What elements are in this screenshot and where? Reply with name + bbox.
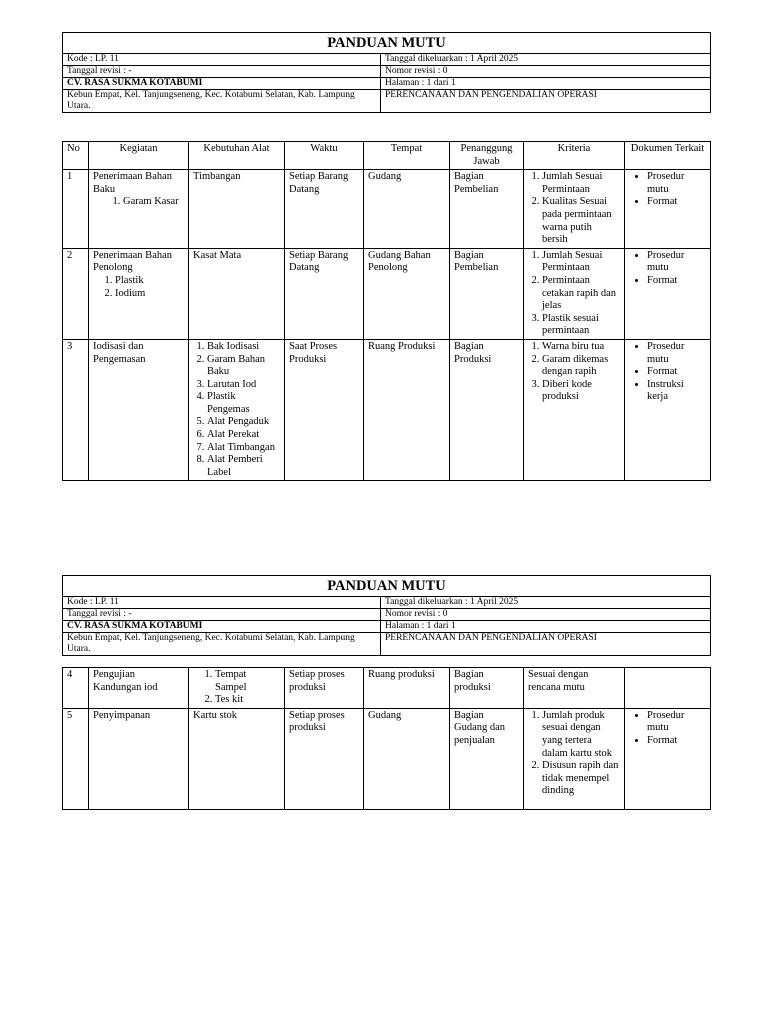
- document-title: PANDUAN MUTU: [63, 33, 711, 54]
- list-item: 1. Tempat Sampel: [215, 669, 280, 694]
- table-row: [63, 170, 711, 249]
- list-item: • Format: [647, 275, 706, 288]
- tanggal-dikeluarkan-field: Tanggal dikeluarkan : 1 April 2025: [381, 597, 711, 609]
- row-tempat: Gudang: [364, 708, 450, 809]
- kriteria-list: [528, 171, 620, 247]
- kriteria-list: [528, 250, 620, 338]
- list-item: • Format: [647, 735, 706, 748]
- row-kegiatan: Pengujian Kandungan iod: [89, 668, 189, 709]
- column-header-kriteria: Kriteria: [524, 142, 625, 170]
- list-item: 1. Plastik: [115, 275, 184, 288]
- list-item: 3. Plastik sesuai permintaan: [542, 313, 620, 338]
- row-penanggung-jawab: Bagian Pembelian: [450, 248, 524, 339]
- kode-field: Kode : LP. 11: [63, 597, 381, 609]
- list-item: 5. Alat Pengaduk: [207, 416, 280, 429]
- row-dokumen-terkait: [625, 339, 711, 481]
- tanggal-revisi-field: Tanggal revisi : -: [63, 66, 381, 78]
- dokumen-list: [629, 250, 706, 288]
- list-item: 7. Alat Timbangan: [207, 442, 280, 455]
- row-dokumen-terkait: [625, 668, 711, 709]
- alat-list: [193, 669, 280, 707]
- activity-table-page-1: [62, 141, 711, 481]
- list-item: 1. Jumlah Sesuai Permintaan: [542, 171, 620, 196]
- column-header-kebutuhan-alat: Kebutuhan Alat: [189, 142, 285, 170]
- row-tempat: Ruang produksi: [364, 668, 450, 709]
- kriteria-list: [528, 710, 620, 798]
- row-kebutuhan-alat: Timbangan: [189, 170, 285, 249]
- dokumen-list: [629, 171, 706, 209]
- kegiatan-text: Penerimaan Bahan Penolong: [93, 249, 173, 274]
- company-address: Kebun Empat, Kel. Tanjungseneng, Kec. Kotabumi Selatan, Kab. Lampung Utara.: [63, 633, 381, 656]
- row-kegiatan: [89, 170, 189, 249]
- row-kegiatan: [89, 248, 189, 339]
- row-waktu: Setiap proses produksi: [285, 708, 364, 809]
- column-header-no: No: [63, 142, 89, 170]
- activity-table-page-2: [62, 667, 711, 810]
- list-item: 4. Plastik Pengemas: [207, 391, 280, 416]
- column-header-dokumen-terkait: Dokumen Terkait: [625, 142, 711, 170]
- row-kebutuhan-alat: Kasat Mata: [189, 248, 285, 339]
- list-item: • Prosedur mutu: [647, 171, 706, 196]
- row-waktu: Setiap proses produksi: [285, 668, 364, 709]
- table-row: [63, 339, 711, 481]
- list-item: • Prosedur mutu: [647, 710, 706, 735]
- row-kriteria: Sesuai dengan rencana mutu: [524, 668, 625, 709]
- row-no: 4: [63, 668, 89, 709]
- document-header-page-2: [62, 575, 711, 656]
- row-kriteria: [524, 248, 625, 339]
- row-kriteria: [524, 170, 625, 249]
- table-row: [63, 248, 711, 339]
- list-item: • Instruksi kerja: [647, 379, 706, 404]
- column-header-kegiatan: Kegiatan: [89, 142, 189, 170]
- row-no: 3: [63, 339, 89, 481]
- kriteria-list: [528, 341, 620, 404]
- company-name: CV. RASA SUKMA KOTABUMI: [63, 621, 381, 633]
- halaman-field: Halaman : 1 dari 1: [381, 621, 711, 633]
- row-penanggung-jawab: Bagian Gudang dan penjualan: [450, 708, 524, 809]
- list-item: 1. Jumlah produk sesuai dengan yang tertera dalam kartu stok: [542, 710, 620, 760]
- row-no: 1: [63, 170, 89, 249]
- column-header-waktu: Waktu: [285, 142, 364, 170]
- list-item: 6. Alat Perekat: [207, 429, 280, 442]
- row-kebutuhan-alat: [189, 339, 285, 481]
- row-kebutuhan-alat: Kartu stok: [189, 708, 285, 809]
- row-tempat: Ruang Produksi: [364, 339, 450, 481]
- row-kriteria: [524, 708, 625, 809]
- row-dokumen-terkait: [625, 248, 711, 339]
- list-item: • Format: [647, 366, 706, 379]
- list-item: 2. Garam dikemas dengan rapih: [542, 354, 620, 379]
- row-waktu: Saat Proses Produksi: [285, 339, 364, 481]
- list-item: 2. Permintaan cetakan rapih dan jelas: [542, 275, 620, 313]
- table-row: [63, 668, 711, 709]
- list-item: • Prosedur mutu: [647, 250, 706, 275]
- tanggal-revisi-field: Tanggal revisi : -: [63, 609, 381, 621]
- row-kriteria: [524, 339, 625, 481]
- section-title: PERENCANAAN DAN PENGENDALIAN OPERASI: [381, 90, 711, 113]
- table-header-row: [63, 142, 711, 170]
- column-header-tempat: Tempat: [364, 142, 450, 170]
- company-address: Kebun Empat, Kel. Tanjungseneng, Kec. Kotabumi Selatan, Kab. Lampung Utara.: [63, 90, 381, 113]
- row-kebutuhan-alat: [189, 668, 285, 709]
- row-no: 2: [63, 248, 89, 339]
- list-item: 8. Alat Pemberi Label: [207, 454, 280, 479]
- halaman-field: Halaman : 1 dari 1: [381, 78, 711, 90]
- kegiatan-list: [93, 196, 184, 209]
- row-penanggung-jawab: Bagian Produksi: [450, 339, 524, 481]
- row-tempat: Gudang: [364, 170, 450, 249]
- nomor-revisi-field: Nomor revisi : 0: [381, 609, 711, 621]
- table-row: [63, 708, 711, 809]
- kode-field: Kode : LP. 11: [63, 54, 381, 66]
- list-item: 3. Larutan Iod: [207, 379, 280, 392]
- tanggal-dikeluarkan-field: Tanggal dikeluarkan : 1 April 2025: [381, 54, 711, 66]
- row-dokumen-terkait: [625, 170, 711, 249]
- row-waktu: Setiap Barang Datang: [285, 170, 364, 249]
- list-item: 2. Iodium: [115, 288, 184, 301]
- row-kegiatan: Penyimpanan: [89, 708, 189, 809]
- row-tempat: Gudang Bahan Penolong: [364, 248, 450, 339]
- company-name: CV. RASA SUKMA KOTABUMI: [63, 78, 381, 90]
- list-item: 1. Jumlah Sesuai Permintaan: [542, 250, 620, 275]
- list-item: 1. Bak Iodisasi: [207, 341, 280, 354]
- column-header-penanggung-jawab: Penanggung Jawab: [450, 142, 524, 170]
- document-title: PANDUAN MUTU: [63, 576, 711, 597]
- list-item: • Prosedur mutu: [647, 341, 706, 366]
- kegiatan-list: [93, 275, 184, 300]
- list-item: 2. Disusun rapih dan tidak menempel dinding: [542, 760, 620, 798]
- dokumen-list: [629, 341, 706, 404]
- list-item: 1. Garam Kasar: [123, 196, 184, 209]
- alat-list: [193, 341, 280, 480]
- row-penanggung-jawab: Bagian produksi: [450, 668, 524, 709]
- list-item: 2. Garam Bahan Baku: [207, 354, 280, 379]
- row-kegiatan: Iodisasi dan Pengemasan: [89, 339, 189, 481]
- dokumen-list: [629, 710, 706, 748]
- kegiatan-text: Penerimaan Bahan Baku: [93, 171, 173, 195]
- row-waktu: Setiap Barang Datang: [285, 248, 364, 339]
- list-item: 3. Diberi kode produksi: [542, 379, 620, 404]
- document-header-page-1: [62, 32, 711, 113]
- list-item: • Format: [647, 196, 706, 209]
- section-title: PERENCANAAN DAN PENGENDALIAN OPERASI: [381, 633, 711, 656]
- nomor-revisi-field: Nomor revisi : 0: [381, 66, 711, 78]
- row-dokumen-terkait: [625, 708, 711, 809]
- row-penanggung-jawab: Bagian Pembelian: [450, 170, 524, 249]
- list-item: 2. Kualitas Sesuai pada permintaan warna putih bersih: [542, 196, 620, 246]
- row-no: 5: [63, 708, 89, 809]
- list-item: 2. Tes kit: [215, 694, 280, 707]
- list-item: 1. Warna biru tua: [542, 341, 620, 354]
